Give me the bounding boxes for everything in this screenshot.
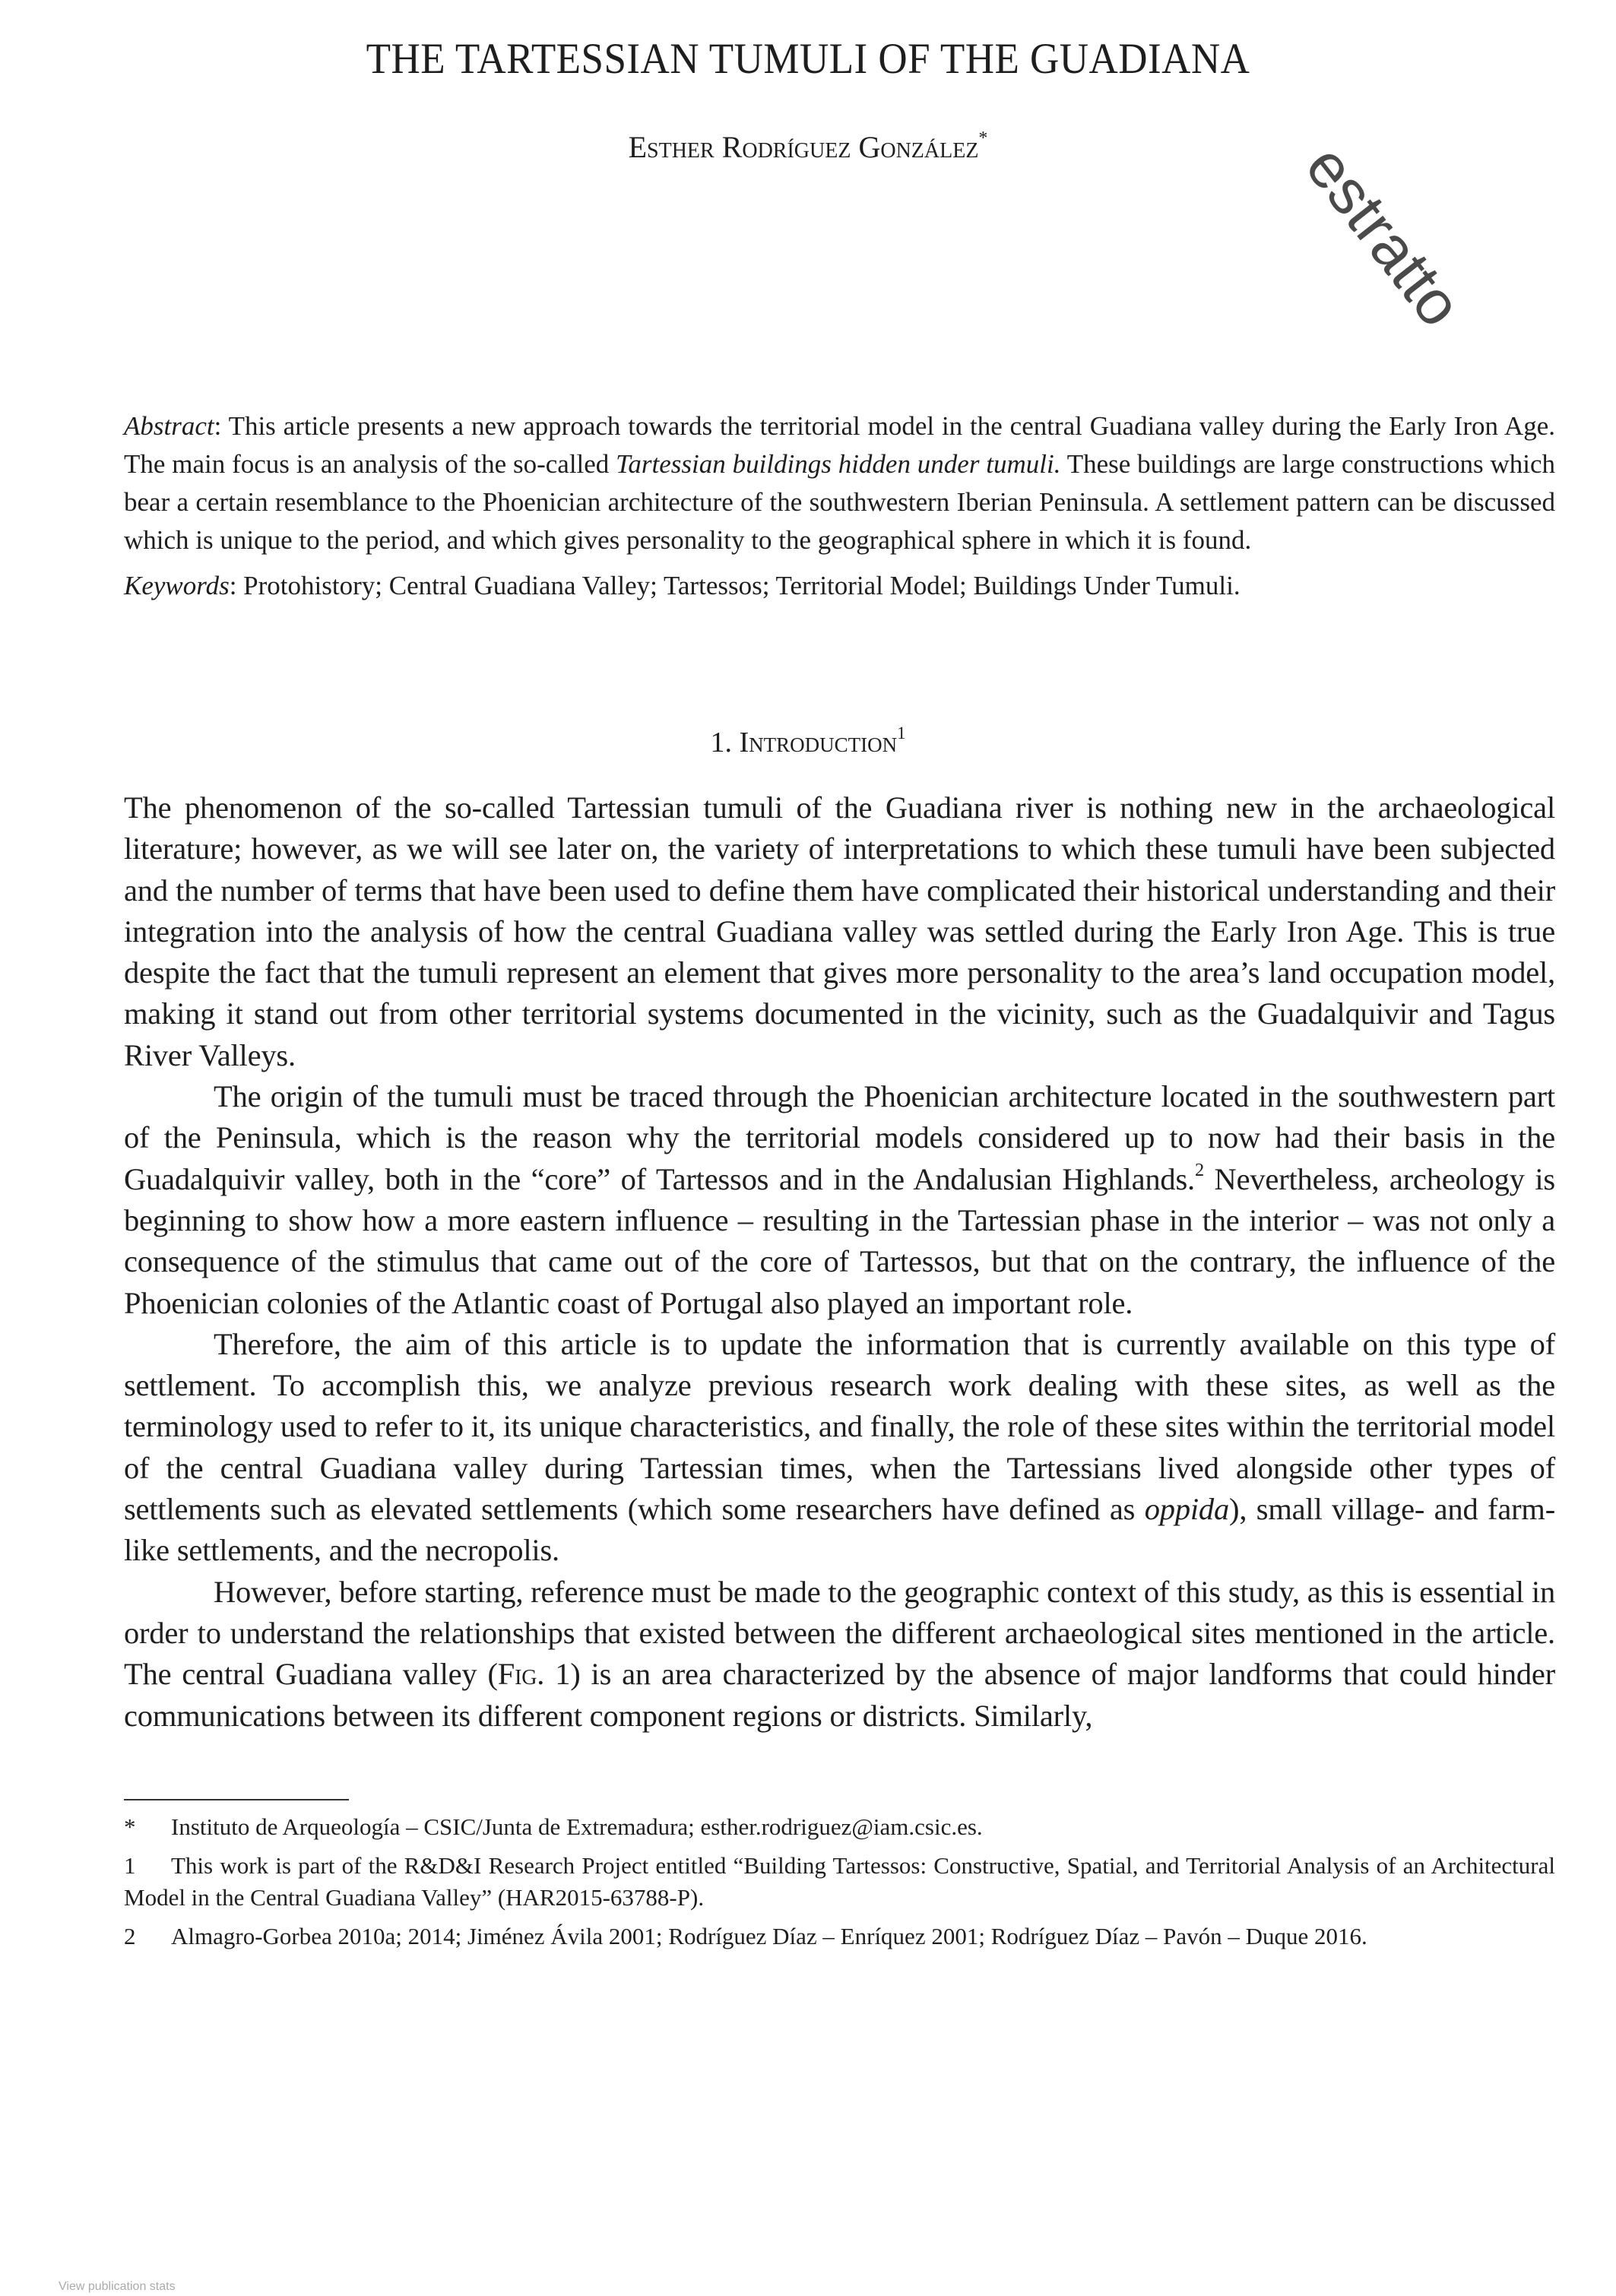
author-name-text: Esther Rodríguez González [628, 130, 979, 164]
body-paragraph-3-b: ), small village- and farm-like settlements, and the necropolis. [124, 1492, 1555, 1568]
abstract-text-2: These buildings are large constructions which bear a certain resemblance to the Phoenician architecture of the southwestern Iberian Peninsula. A settlement pattern can be discussed which is unique to the period, and which gives personality to the geographical sphere in which it is found. [124, 449, 1555, 555]
figure-ref-number[interactable]: 1 [544, 1657, 571, 1692]
footnote-marker: * [124, 1813, 136, 1840]
view-publication-stats-link[interactable]: View publication stats [59, 2280, 176, 2293]
footnote-ref-2[interactable]: 2 [1194, 1159, 1204, 1180]
body-paragraph-2 [124, 1076, 1555, 1324]
body-text [124, 787, 1555, 1737]
body-paragraph-3-italic: oppida [1144, 1492, 1230, 1527]
keywords-label: Keywords [124, 571, 230, 600]
body-paragraph-1: The phenomenon of the so-called Tartessian tumuli of the Guadiana river is nothing new in the archaeological literature; however, as we will see later on, the variety of interpretations to which these tumuli have been subjected and the number of terms that have been used to define them have complicated their historical understanding and their integration into the analysis of how the central Guadiana valley was settled during the Early Iron Age. This is true despite the fact that the tumuli represent an element that gives more personality to the area’s land occupation model, making it stand out from other territorial systems documented in the vicinity, such as the Guadalquivir and Tagus River Valleys. [124, 790, 1555, 1072]
footnote-item [124, 1811, 1555, 1843]
footnote-marker: 2 [124, 1923, 136, 1949]
footnote-item [124, 1850, 1555, 1914]
body-paragraph-3 [124, 1324, 1555, 1572]
section-title: Introduction [739, 727, 898, 758]
figure-ref-label[interactable]: Fig. [497, 1657, 545, 1692]
watermark-estratto: estratto [1292, 132, 1475, 340]
abstract-label: Abstract [124, 411, 214, 441]
abstract-section [124, 407, 1555, 605]
section-heading-introduction [0, 723, 1616, 759]
body-paragraph-4-a: However, before starting, reference must be made to the geographic context of this study, as this is essential in order to understand the relationships that existed between the different archaeological sites mentioned in the article. The central Guadiana valley ( [124, 1574, 1555, 1692]
footnote-ref-1[interactable]: 1 [897, 723, 906, 743]
footnote-text: This work is part of the R&D&I Research Project entitled “Building Tartessos: Constructive, Spatial, and Territorial Analysis of an Architectural Model in the Central Guadiana Valley” (HAR2015-63788-P). [124, 1852, 1555, 1911]
footnote-item [124, 1921, 1555, 1952]
body-paragraph-4 [124, 1572, 1555, 1737]
footnote-divider [124, 1799, 349, 1800]
abstract-text-italic: Tartessian buildings hidden under tumuli. [616, 449, 1061, 479]
footnote-text: Instituto de Arqueología – CSIC/Junta de Extremadura; esther.rodriguez@iam.csic.es. [171, 1813, 983, 1840]
footnotes-section [124, 1811, 1555, 1959]
author-name [0, 129, 1616, 165]
footnote-text: Almagro-Gorbea 2010a; 2014; Jiménez Ávila 2001; Rodríguez Díaz – Enríquez 2001; Rodríguez Díaz – Pavón – Duque 2016. [171, 1923, 1367, 1949]
author-footnote-marker: * [978, 128, 988, 148]
body-paragraph-3-a: Therefore, the aim of this article is to update the information that is currently available on this type of settlement. To accomplish this, we analyze previous research work dealing with these sites, as well as the terminology used to refer to it, its unique characteristics, and finally, the role of these sites within the territorial model of the central Guadiana valley during Tartessian times, when the Tartessians lived alongside other types of settlements such as elevated settlements (which some researchers have defined as [124, 1326, 1555, 1527]
keywords-text: : Protohistory; Central Guadiana Valley; Tartessos; Territorial Model; Buildings Under Tumuli. [229, 571, 1241, 600]
footnote-marker: 1 [124, 1852, 136, 1879]
keywords-paragraph [124, 567, 1555, 605]
section-number: 1. [710, 727, 740, 758]
abstract-paragraph [124, 407, 1555, 559]
page-title: THE TARTESSIAN TUMULI OF THE GUADIANA [366, 35, 1250, 83]
body-paragraph-4-b: ) is an area characterized by the absence of major landforms that could hinder communications between its different component regions or districts. Similarly, [124, 1657, 1555, 1733]
body-paragraph-2-b: Nevertheless, archeology is beginning to show how a more eastern influence – resulting in the Tartessian phase in the interior – was not only a consequence of the stimulus that came out of the core of Tartessos, but that on the contrary, the influence of the Phoenician colonies of the Atlantic coast of Portugal also played an important role. [124, 1161, 1555, 1320]
body-paragraph-2-a: The origin of the tumuli must be traced through the Phoenician architecture located in the southwestern part of the Peninsula, which is the reason why the territorial models considered up to now had their basis in the Guadalquivir valley, both in the “core” of Tartessos and in the Andalusian Highlands. [124, 1079, 1555, 1196]
abstract-text-1: : This article presents a new approach towards the territorial model in the central Guadiana valley during the Early Iron Age. The main focus is an analysis of the so-called [124, 411, 1555, 479]
